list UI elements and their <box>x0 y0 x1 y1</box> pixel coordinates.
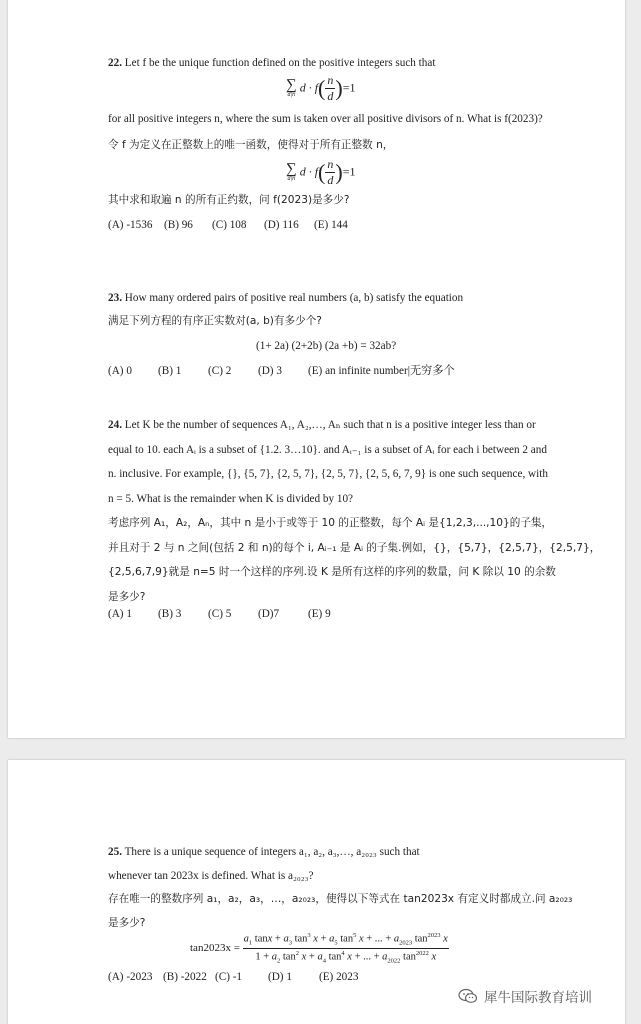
question-22-cn2 <box>108 193 547 207</box>
question-text-cn: 考虑序列 A₁，A₂，Aₙ，其中 n 是小于或等于 10 的正整数，每个 Aᵢ 是{1,2,3,...,10}的子集， <box>108 517 553 529</box>
choice-c[interactable]: (C) 2 <box>208 365 232 377</box>
answer-choices-23 <box>108 364 547 378</box>
question-number: 22. <box>108 57 122 69</box>
answer-choices-25 <box>108 970 547 984</box>
formula-22-en: ∑ d|n d · f( $\frac{n}{d}$ )=1 <box>286 73 356 103</box>
watermark <box>458 986 592 1006</box>
tan-series-fraction: $\frac{a_1 \tan x + a_3 \tan^3 x + a_5 \tan^5 x + ... + a_{2023} \tan^{2023} x}{1 + a_2 \tan^2 x + a_4 \tan^4 x + ... + a_{2022} \tan^{2022} x}$ <box>243 932 448 965</box>
question-text: There is a unique sequence of integers a₁, a₂, a₃,…, a₂₀₂₃ such that <box>124 846 420 858</box>
question-number: 24. <box>108 419 122 431</box>
question-text-cn: 存在唯一的整数序列 a₁，a₂，a₃，…，a₂₀₂₃，使得以下等式在 tan2023x 有定义时都成立.问 a₂₀₂₃ <box>108 893 573 905</box>
choice-d[interactable]: (D)7 <box>258 608 280 620</box>
question-24 <box>108 413 601 609</box>
question-text: How many ordered pairs of positive real numbers (a, b) satisfy the equation <box>124 292 464 304</box>
question-text-cn: {2,5,6,7,9}就是 n=5 时一个这样的序列.设 K 是所有这样的序列的数量，问 K 除以 10 的余数 <box>108 566 556 578</box>
question-text: Let f be the unique function defined on the positive integers such that <box>124 57 436 69</box>
formula-25: tan2023x = $\frac{a_1 \tan x + a_3 \tan^3 x + a_5 \tan^5 x + ... + a_{2023} \tan^{2023} x}{1 + a_2 \tan^2 x + a_4 \tan^4 x + ... + a_{2022} \tan^{2022} x}$ <box>190 932 448 965</box>
summation-symbol: ∑ d|n <box>286 161 297 182</box>
question-text-cn: 令 f 为定义在正整数上的唯一函数，使得对于所有正整数 n， <box>108 139 394 151</box>
question-text: Let K be the number of sequences A₁, A₂,…, Aₙ such that n is a positive integer less than or <box>124 419 536 431</box>
page-1 <box>8 0 625 738</box>
choice-b[interactable]: (B) 96 <box>164 219 193 231</box>
question-25 <box>108 841 573 935</box>
summation-symbol: ∑ d|n <box>286 77 297 98</box>
equation-23: (1+ 2a) (2+2b) (2a +b) = 32ab? <box>256 340 397 352</box>
page-2 <box>8 760 625 1024</box>
question-text: for all positive integers n, where the sum is taken over all positive divisors of n. What is f(2023)? <box>108 113 543 125</box>
choice-d[interactable]: (D) 116 <box>264 219 299 231</box>
formula-22-cn: ∑ d|n d · f( $\frac{n}{d}$ )=1 <box>286 157 356 187</box>
question-22-cn <box>108 138 547 152</box>
question-text-cn: 满足下列方程的有序正实数对(a, b)有多少个? <box>108 315 322 327</box>
choice-b[interactable]: (B) -2022 <box>163 971 207 983</box>
choice-a[interactable]: (A) -2023 <box>108 971 153 983</box>
choice-a[interactable]: (A) -1536 <box>108 219 153 231</box>
question-text: whenever tan 2023x is defined. What is a₂₀₂₃? <box>108 869 314 882</box>
answer-choices-24 <box>108 607 547 621</box>
choice-e[interactable]: (E) an infinite number|无穷多个 <box>308 365 455 377</box>
choice-d[interactable]: (D) 1 <box>268 971 292 983</box>
answer-choices-22 <box>108 218 547 232</box>
choice-b[interactable]: (B) 3 <box>158 608 182 620</box>
question-text-cn: 是多少? <box>108 916 146 929</box>
question-text: n. inclusive. For example, {}, {5, 7}, {2, 5, 7}, {2, 5, 7}, {2, 5, 6, 7, 9} is one such sequence, with <box>108 468 548 480</box>
question-text-cn: 并且对于 2 与 n 之间(包括 2 和 n)的每个 i, Aᵢ₋₁ 是 Aᵢ 的子集.例如，{}，{5,7}，{2,5,7}，{2,5,7}， <box>108 541 601 554</box>
question-text: n = 5. What is the remainder when K is divided by 10? <box>108 492 354 505</box>
choice-c[interactable]: (C) 5 <box>208 608 232 620</box>
question-number: 25. <box>108 846 122 858</box>
wechat-icon <box>458 988 478 1004</box>
choice-c[interactable]: (C) -1 <box>215 971 243 983</box>
question-number: 23. <box>108 292 122 304</box>
question-22-cont <box>108 112 547 126</box>
question-22 <box>108 56 547 70</box>
question-text: equal to 10. each Aᵢ is a subset of {1.2. 3…10}. and Aᵢ₋₁ is a subset of Aᵢ for each i between 2 and <box>108 443 547 456</box>
question-text-cn: 其中求和取遍 n 的所有正约数，问 f(2023)是多少? <box>108 194 350 206</box>
question-23 <box>108 291 547 305</box>
choice-a[interactable]: (A) 1 <box>108 608 132 620</box>
question-23-cn <box>108 314 547 328</box>
choice-e[interactable]: (E) 144 <box>314 219 348 231</box>
choice-e[interactable]: (E) 2023 <box>319 971 359 983</box>
question-text-cn: 是多少? <box>108 590 146 603</box>
choice-a[interactable]: (A) 0 <box>108 365 132 377</box>
watermark-text: 犀牛国际教育培训 <box>484 990 592 1006</box>
choice-b[interactable]: (B) 1 <box>158 365 182 377</box>
choice-d[interactable]: (D) 3 <box>258 365 282 377</box>
choice-c[interactable]: (C) 108 <box>212 219 247 231</box>
choice-e[interactable]: (E) 9 <box>308 608 331 620</box>
